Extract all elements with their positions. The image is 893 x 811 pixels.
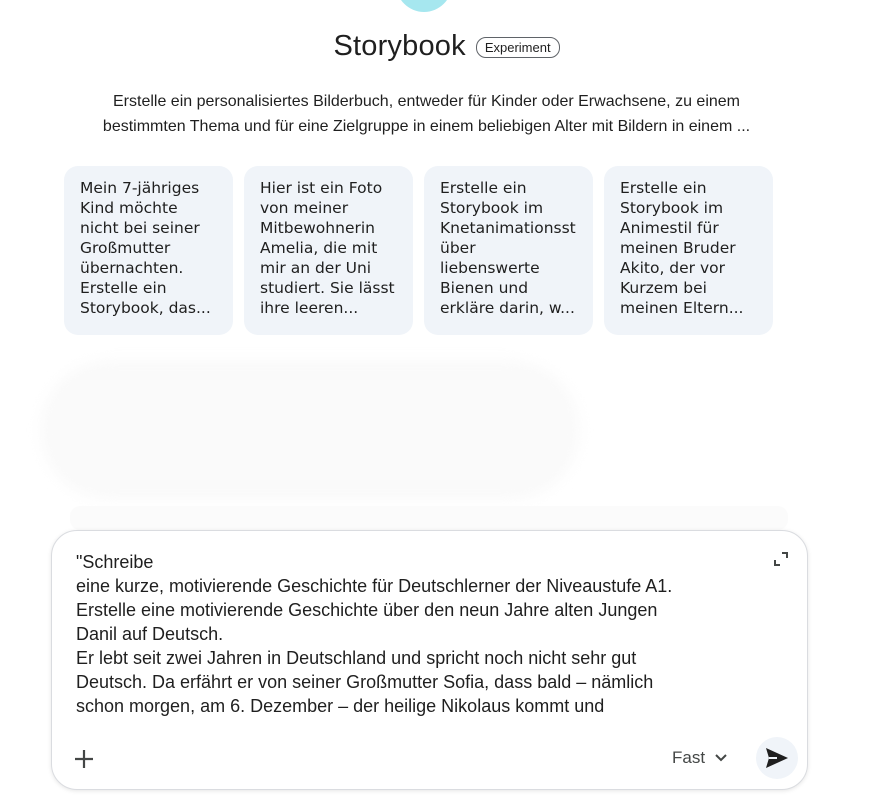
prompt-line: Deutsch. Da erfährt er von seiner Großmutter Sofia, dass bald – nämlich [76,672,654,692]
send-button[interactable] [756,737,798,779]
prompt-composer [51,530,808,790]
suggestion-card[interactable] [424,166,593,335]
card-line: ihre leeren... [260,299,359,317]
card-line: Amelia, die mit [260,239,378,257]
card-line: studiert. Sie lässt [260,279,395,297]
prompt-line: Er lebt seit zwei Jahren in Deutschland und spricht noch nicht sehr gut [76,648,637,668]
page-header [0,30,893,63]
card-line: Kurzem bei [620,279,707,297]
expand-icon[interactable] [773,551,789,567]
card-line: Erstelle ein [620,179,707,197]
card-line: Knetanimationsst [440,219,576,237]
plus-icon [73,748,95,770]
gem-description [64,89,789,139]
card-line: über [440,239,476,257]
model-selector[interactable] [672,746,727,770]
card-line: Mitbewohnerin [260,219,375,237]
gem-avatar-icon [396,0,452,12]
card-line: Großmutter [80,239,171,257]
model-label: Fast [672,748,706,767]
card-line: Hier ist ein Foto [260,179,383,197]
prompt-line: eine kurze, motivierende Geschichte für Deutschlerner der Niveaustufe A1. [76,576,673,596]
suggestion-card[interactable] [244,166,413,335]
card-line: Storybook im [440,199,544,217]
card-line: Akito, der vor [620,259,726,277]
card-line: Erstelle ein [80,279,167,297]
faded-background-bar [70,506,788,530]
card-line: Erstelle ein [440,179,527,197]
prompt-line: Erstelle eine motivierende Geschichte über den neun Jahre alten Jungen [76,600,658,620]
description-line: Erstelle ein personalisiertes Bilderbuch, entweder für Kinder oder Erwachsene, zu einem [113,93,740,110]
suggestion-cards [64,166,773,335]
prompt-line: schon morgen, am 6. Dezember – der heilige Nikolaus kommt und [76,696,605,716]
card-line: von meiner [260,199,349,217]
chevron-down-icon [715,754,727,762]
add-button[interactable] [70,745,98,773]
prompt-line: "Schreibe [76,552,154,572]
prompt-line: Danil auf Deutsch. [76,624,224,644]
card-line: erkläre darin, w... [440,299,575,317]
card-line: nicht bei seiner [80,219,200,237]
description-line: bestimmten Thema und für eine Zielgruppe in einem beliebigen Alter mit Bildern in einem ... [102,118,751,135]
card-line: liebenswerte [440,259,540,277]
prompt-input[interactable] [76,550,766,718]
card-line: meinen Eltern... [620,299,744,317]
card-line: Kind möchte [80,199,178,217]
card-line: Mein 7-jähriges [80,179,200,197]
card-line: mir an der Uni [260,259,372,277]
page-title: Storybook [333,30,466,62]
card-line: Animestil für [620,219,719,237]
suggestion-card[interactable] [604,166,773,335]
card-line: Storybook, das... [80,299,211,317]
card-line: Bienen und [440,279,529,297]
send-icon [765,747,789,769]
card-line: Storybook im [620,199,724,217]
faded-background-blob [40,360,580,500]
suggestion-card[interactable] [64,166,233,335]
card-line: übernachten. [80,259,184,277]
experiment-badge: Experiment [476,37,560,58]
card-line: meinen Bruder [620,239,736,257]
